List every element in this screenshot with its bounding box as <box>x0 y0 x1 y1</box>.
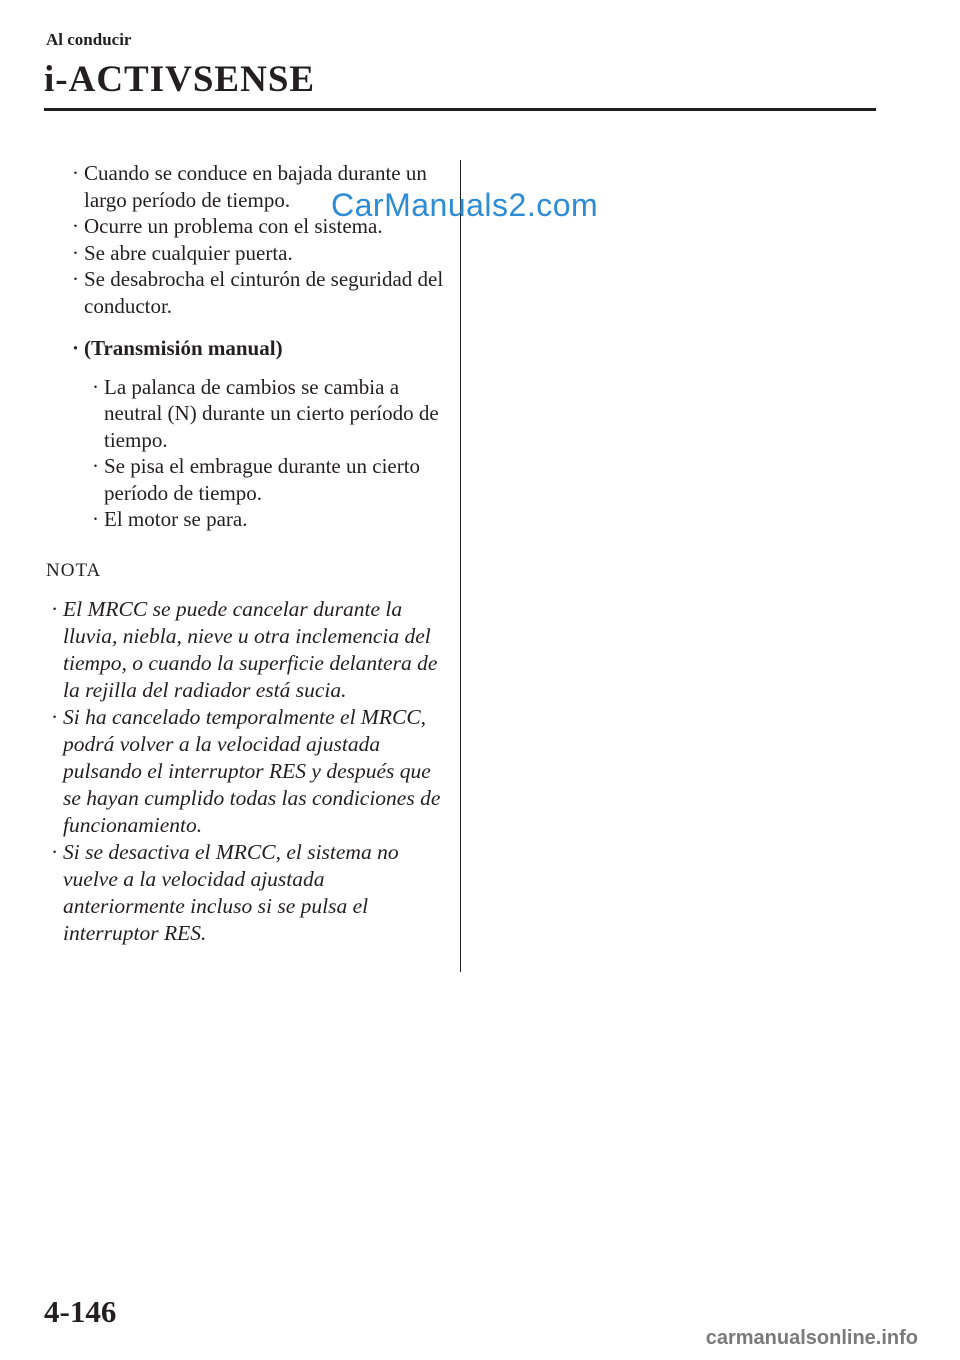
note-item <box>46 596 446 704</box>
note-item <box>46 839 446 947</box>
note-item-text: Si ha cancelado temporalmente el MRCC, podrá volver a la velocidad ajustada pulsando el interruptor RES y después que se hayan cumplido todas las condiciones de funcionamiento. <box>63 705 441 837</box>
sub-list-item-text: El motor se para. <box>104 507 248 531</box>
sub-list-item-text: Se pisa el embrague durante un cierto período de tiempo. <box>104 454 421 505</box>
list-item-text: Cuando se conduce en bajada durante un largo período de tiempo. <box>84 161 427 212</box>
sub-list-item <box>46 453 446 506</box>
note-item-text: El MRCC se puede cancelar durante la lluvia, niebla, nieve u otra inclemencia del tiempo, o cuando la superficie delantera de la rejilla del radiador está sucia. <box>63 597 438 702</box>
column-divider <box>460 160 461 972</box>
bullet-icon: · <box>72 336 80 360</box>
bullet-icon: · <box>51 705 59 729</box>
bullet-icon: · <box>92 507 99 531</box>
page-number: 4-146 <box>44 1294 117 1329</box>
bullet-icon: · <box>92 374 99 399</box>
bullet-icon: · <box>72 214 79 238</box>
title-divider <box>44 108 876 111</box>
watermark: CarManuals2.com <box>331 187 599 223</box>
bullet-icon: · <box>72 267 79 291</box>
page-title: i-ACTIVSENSE <box>44 59 316 100</box>
bullet-icon: · <box>51 840 59 864</box>
sub-list-item <box>46 506 446 533</box>
sub-list-item-text: La palanca de cambios se cambia a neutral (N) durante un cierto período de tiempo. <box>104 374 439 452</box>
main-column <box>46 160 446 947</box>
bullet-icon: · <box>92 454 99 478</box>
bullet-icon: · <box>72 161 79 185</box>
list-item-text: Se desabrocha el cinturón de seguridad del conductor. <box>84 267 444 318</box>
note-label: NOTA <box>46 559 102 581</box>
list-item <box>46 240 446 267</box>
list-item-text: Ocurre un problema con el sistema. <box>84 214 383 238</box>
bullet-icon: · <box>51 597 59 621</box>
note-item <box>46 704 446 839</box>
manual-transmission-heading <box>46 335 446 362</box>
bullet-icon: · <box>72 240 79 265</box>
list-item-text: Se abre cualquier puerta. <box>84 240 293 265</box>
list-item <box>46 266 446 319</box>
sub-list-item <box>46 374 446 454</box>
heading-text: (Transmisión manual) <box>84 336 283 360</box>
note-item-text: Si se desactiva el MRCC, el sistema no vuelve a la velocidad ajustada anteriormente incluso si se pulsa el interruptor RES. <box>63 840 399 945</box>
section-label: Al conducir <box>46 30 132 49</box>
footer-site-text: carmanualsonline.info <box>705 1327 918 1349</box>
